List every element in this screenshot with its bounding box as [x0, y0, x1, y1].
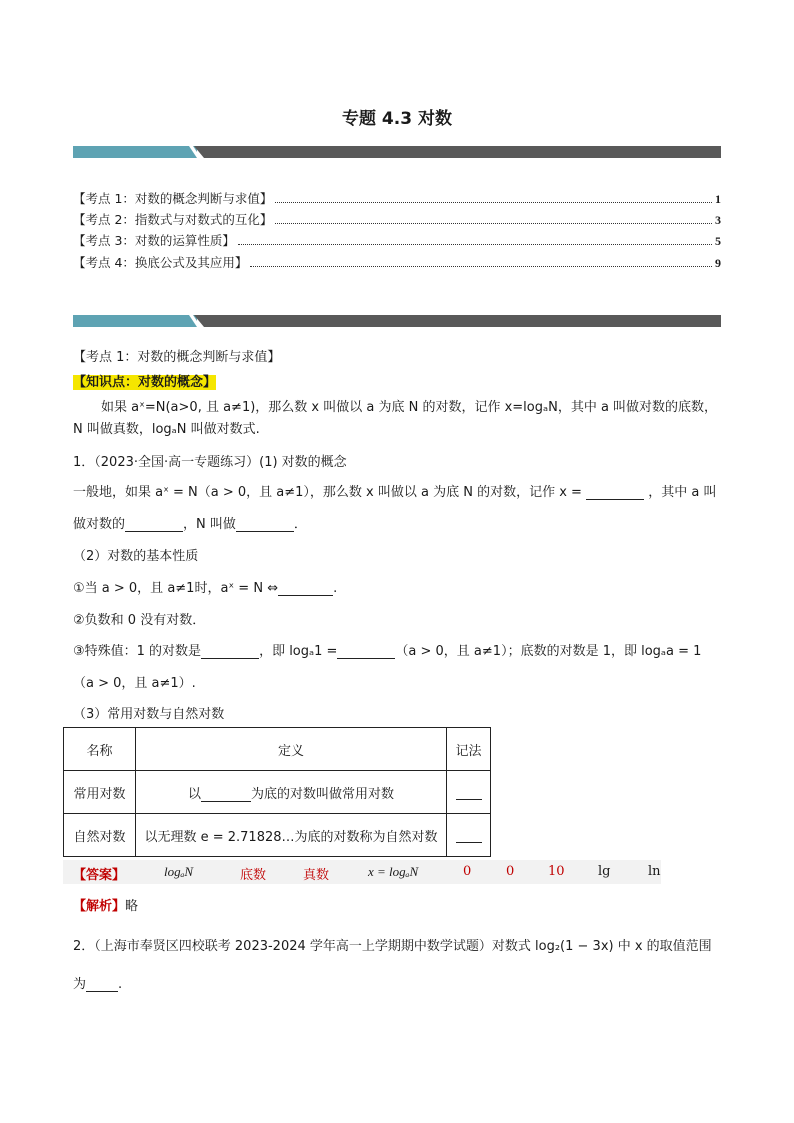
question-2-line: 2．（上海市奉贤区四校联考 2023-2024 学年高一上学期期中数学试题）对数式 log₂(1 − 3x) 中 x 的取值范围	[73, 939, 712, 954]
answer-value: 0	[463, 864, 472, 879]
answer-value: lg	[598, 864, 611, 879]
answer-value: 真数	[303, 868, 330, 883]
toc-entry[interactable]: 【考点 1：对数的概念判断与求值】 1	[73, 191, 721, 206]
answer-blank[interactable]	[125, 517, 183, 532]
knowledge-tag: 【知识点：对数的概念】	[73, 375, 217, 390]
answer-value: 0	[506, 864, 515, 879]
answer-value: logₐN	[164, 864, 194, 879]
page-title: 专题 4.3 对数	[342, 109, 452, 129]
answer-blank[interactable]	[337, 644, 395, 659]
table-row: 常用对数 以 为底的对数叫做常用对数	[64, 771, 491, 814]
knowledge-text: 如果 aˣ=N(a>0, 且 a≠1)，那么数 x 叫做以 a 为底 N 的对数，记作 x=logₐN，其中 a 叫做对数的底数，	[101, 400, 718, 415]
knowledge-text: N 叫做真数，logₐN 叫做对数式.	[73, 422, 260, 437]
answer-value: ln	[648, 864, 661, 879]
answer-value: 10	[548, 864, 565, 879]
analysis-tag: 【解析】	[73, 899, 126, 914]
question-1-line: 一般地，如果 aˣ = N（a > 0，且 a≠1），那么数 x 叫做以 a 为底 N 的对数，记作 x = ，其中 a 叫	[73, 485, 717, 500]
table-header: 记法	[447, 728, 491, 771]
analysis-line: 【解析】略	[73, 899, 139, 914]
answer-blank[interactable]	[236, 517, 294, 532]
toc-entry[interactable]: 【考点 2：指数式与对数式的互化】 3	[73, 212, 721, 227]
answer-value: x = logₐN	[368, 864, 419, 879]
property-line: （a > 0，且 a≠1）.	[73, 676, 196, 691]
subsection-title: （3）常用对数与自然对数	[73, 707, 225, 722]
question-1-line: 做对数的 ，N 叫做 ．	[73, 517, 307, 532]
question-2-line: 为 .	[73, 977, 123, 992]
section-heading: 【考点 1：对数的概念判断与求值】	[73, 350, 281, 365]
answer-blank[interactable]	[201, 789, 251, 802]
property-line: ③特殊值：1 的对数是 ，即 logₐ1 = （a > 0，且 a≠1）；底数的对数是 1，即 logₐa = 1	[73, 644, 702, 659]
answer-blank[interactable]	[201, 644, 259, 659]
toc-entry[interactable]: 【考点 4：换底公式及其应用】 9	[73, 255, 721, 270]
subsection-title: （2）对数的基本性质	[73, 549, 199, 564]
answer-blank[interactable]	[586, 485, 644, 500]
answer-tag: 【答案】	[73, 868, 126, 883]
property-line: ②负数和 0 没有对数．	[73, 613, 206, 628]
answer-blank[interactable]	[456, 787, 482, 800]
answer-blank[interactable]	[456, 830, 482, 843]
answer-value: 底数	[240, 868, 267, 883]
answer-blank[interactable]	[86, 977, 118, 992]
toc-entry[interactable]: 【考点 3：对数的运算性质】 5	[73, 233, 721, 248]
section-divider-bar	[73, 315, 721, 327]
answer-blank[interactable]	[278, 581, 333, 596]
property-line: ①当 a > 0，且 a≠1时，aˣ = N ⇔ .	[73, 581, 338, 596]
header-divider-bar	[73, 146, 721, 158]
table-header: 名称	[64, 728, 136, 771]
question-1-header: 1．（2023·全国·高一专题练习）(1) 对数的概念	[73, 455, 347, 470]
table-header: 定义	[136, 728, 447, 771]
answer-bar	[63, 860, 661, 884]
logarithm-table	[63, 727, 491, 857]
table-row: 自然对数 以无理数 e = 2.71828…为底的对数称为自然对数	[64, 814, 491, 857]
